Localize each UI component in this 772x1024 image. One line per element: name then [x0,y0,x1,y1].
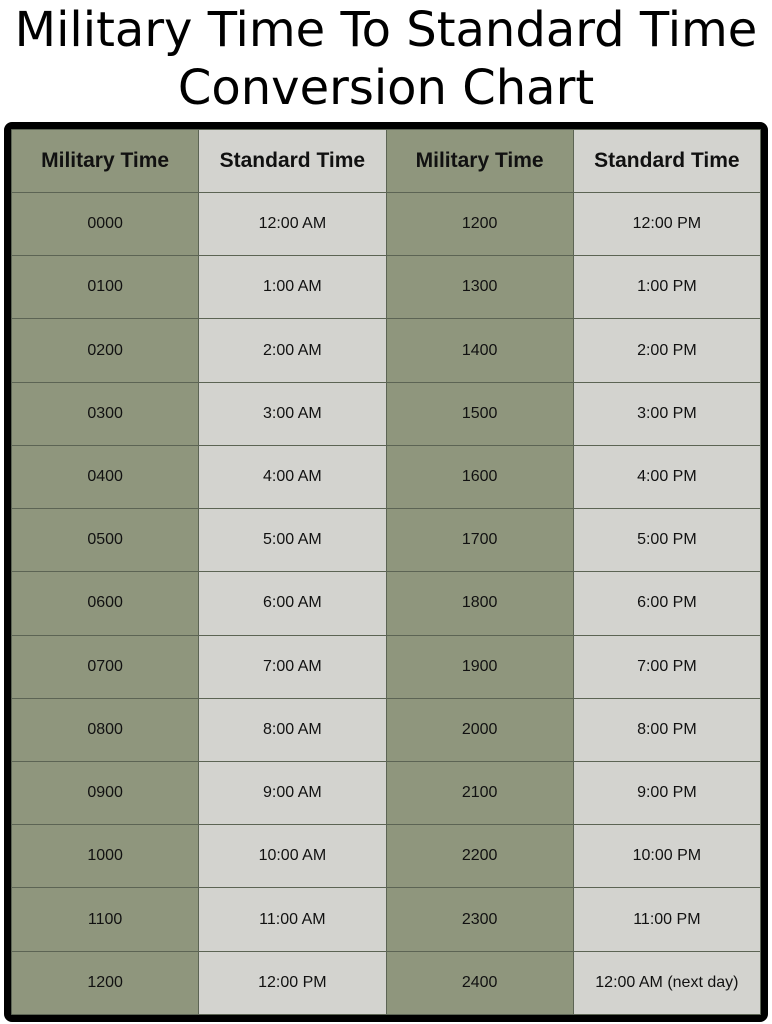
military-time-cell: 1200 [12,951,199,1014]
header-standard-time-1: Standard Time [199,130,386,193]
military-time-cell: 0000 [12,193,199,256]
standard-time-cell: 12:00 AM (next day) [573,951,760,1014]
standard-time-cell: 7:00 PM [573,635,760,698]
standard-time-cell: 8:00 PM [573,698,760,761]
table-row [12,509,761,572]
standard-time-cell: 7:00 AM [199,635,386,698]
military-time-cell: 1000 [12,825,199,888]
standard-time-cell: 3:00 AM [199,382,386,445]
standard-time-cell: 10:00 PM [573,825,760,888]
table-row [12,193,761,256]
military-time-cell: 0200 [12,319,199,382]
military-time-cell: 0900 [12,761,199,824]
table-row [12,572,761,635]
military-time-cell: 2300 [386,888,573,951]
military-time-cell: 1200 [386,193,573,256]
military-time-cell: 1800 [386,572,573,635]
military-time-cell: 1100 [12,888,199,951]
military-time-cell: 1700 [386,509,573,572]
standard-time-cell: 4:00 AM [199,445,386,508]
military-time-cell: 1300 [386,256,573,319]
standard-time-cell: 6:00 AM [199,572,386,635]
standard-time-cell: 1:00 AM [199,256,386,319]
standard-time-cell: 5:00 AM [199,509,386,572]
military-time-cell: 0100 [12,256,199,319]
title-line-1: Military Time To Standard Time [14,2,758,58]
military-time-cell: 1400 [386,319,573,382]
standard-time-cell: 9:00 AM [199,761,386,824]
standard-time-cell: 1:00 PM [573,256,760,319]
table-row [12,698,761,761]
military-time-cell: 0600 [12,572,199,635]
table-row [12,319,761,382]
standard-time-cell: 11:00 PM [573,888,760,951]
standard-time-cell: 10:00 AM [199,825,386,888]
table-row [12,951,761,1014]
military-time-cell: 0300 [12,382,199,445]
military-time-cell: 0700 [12,635,199,698]
table-row [12,256,761,319]
military-time-cell: 1600 [386,445,573,508]
military-time-cell: 1900 [386,635,573,698]
standard-time-cell: 6:00 PM [573,572,760,635]
standard-time-cell: 5:00 PM [573,509,760,572]
page-title [0,0,772,117]
military-time-cell: 2100 [386,761,573,824]
table-body [12,193,761,1015]
military-time-cell: 2000 [386,698,573,761]
table-row [12,382,761,445]
standard-time-cell: 2:00 AM [199,319,386,382]
title-line-2: Conversion Chart [177,60,595,116]
table-header-row [12,130,761,193]
table-row [12,888,761,951]
header-military-time-1: Military Time [12,130,199,193]
standard-time-cell: 4:00 PM [573,445,760,508]
table-row [12,761,761,824]
military-time-cell: 0800 [12,698,199,761]
standard-time-cell: 9:00 PM [573,761,760,824]
standard-time-cell: 3:00 PM [573,382,760,445]
standard-time-cell: 12:00 PM [573,193,760,256]
military-time-cell: 0500 [12,509,199,572]
standard-time-cell: 12:00 PM [199,951,386,1014]
military-time-cell: 2200 [386,825,573,888]
standard-time-cell: 12:00 AM [199,193,386,256]
standard-time-cell: 8:00 AM [199,698,386,761]
table-row [12,635,761,698]
military-time-cell: 0400 [12,445,199,508]
military-time-cell: 2400 [386,951,573,1014]
table-row [12,445,761,508]
conversion-table-frame [4,122,768,1022]
conversion-table [11,129,761,1015]
standard-time-cell: 11:00 AM [199,888,386,951]
header-military-time-2: Military Time [386,130,573,193]
standard-time-cell: 2:00 PM [573,319,760,382]
header-standard-time-2: Standard Time [573,130,760,193]
table-row [12,825,761,888]
military-time-cell: 1500 [386,382,573,445]
